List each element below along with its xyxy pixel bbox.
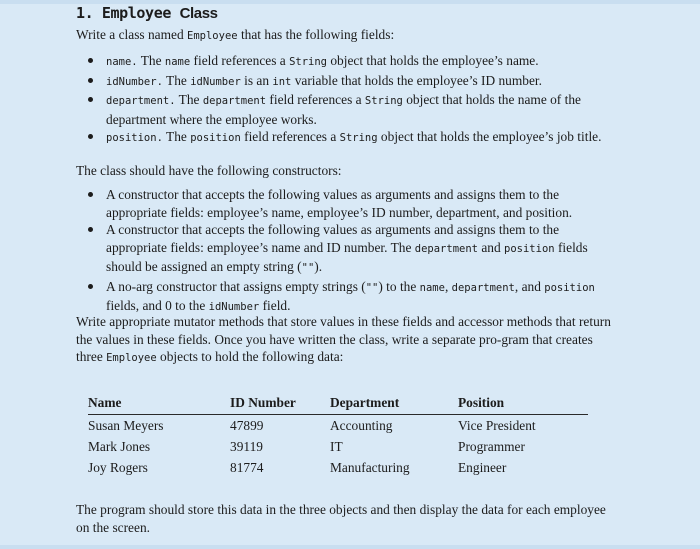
field-item-position: position. The position field references a String object that holds the employee’s job title. <box>88 128 618 148</box>
bullet-icon <box>88 192 93 197</box>
constructor-item-name-id: A constructor that accepts the following values as arguments and assigns them to the appropriate fields: employee’s name and ID number. The department and position fields should be assigned an empty string (""). <box>88 221 618 278</box>
table-header <box>88 393 588 415</box>
column-header-name: Name <box>88 395 122 410</box>
bottom-border <box>0 545 700 549</box>
field-item-name: name. The name field references a String object that holds the employee’s name. <box>88 52 618 72</box>
field-item-idnumber: idNumber. The idNumber is an int variable that holds the employee’s ID number. <box>88 72 618 92</box>
bullet-icon <box>88 134 93 139</box>
cell-department: Manufacturing <box>330 460 410 475</box>
field-item-department: department. The department field references a String object that holds the name of the department where the employee works. <box>88 91 618 128</box>
table-row <box>88 436 588 457</box>
constructor-item-no-arg: A no-arg constructor that assigns empty strings ("") to the name, department, and position fields, and 0 to the idNumber field. <box>88 278 618 317</box>
cell-name: Joy Rogers <box>88 460 148 475</box>
cell-name: Mark Jones <box>88 439 151 454</box>
bullet-icon <box>88 227 93 232</box>
cell-id: 47899 <box>230 418 264 433</box>
cell-position: Vice President <box>458 418 536 433</box>
column-header-position: Position <box>458 395 505 410</box>
table-row <box>88 457 588 478</box>
column-header-department: Department <box>330 395 400 410</box>
cell-name: Susan Meyers <box>88 418 164 433</box>
mutator-paragraph: Write appropriate mutator methods that store values in these fields and accessor methods that return the values in these fields. Once you have written the class, write a separate pro-gram that creates three Employee objects to hold the following data: <box>76 314 611 364</box>
constructors-list <box>88 186 618 317</box>
cell-position: Programmer <box>458 439 525 454</box>
employee-code: Employee <box>106 352 157 364</box>
table-row <box>88 415 588 436</box>
fields-list <box>88 52 618 148</box>
constructors-intro: The class should have the following constructors: <box>76 163 342 178</box>
cell-department: IT <box>330 439 343 454</box>
bullet-icon <box>88 78 93 83</box>
cell-id: 81774 <box>230 460 264 475</box>
column-header-id: ID Number <box>230 395 296 410</box>
exercise-heading <box>76 4 218 22</box>
constructor-item-full: A constructor that accepts the following values as arguments and assigns them to the appropriate fields: employee’s name, employee’s ID number, department, and position. <box>88 186 618 221</box>
employee-data-table <box>88 393 588 478</box>
bullet-icon <box>88 58 93 63</box>
heading-number: 1. <box>76 4 94 22</box>
closing-paragraph: The program should store this data in the three objects and then display the data for each employee on the screen. <box>76 502 606 535</box>
intro-paragraph: Write a class named Employee that has the following fields: <box>76 27 395 42</box>
cell-department: Accounting <box>330 418 393 433</box>
heading-code: Employee <box>101 4 171 22</box>
heading-word: Class <box>179 5 218 22</box>
cell-position: Engineer <box>458 460 507 475</box>
cell-id: 39119 <box>230 439 263 454</box>
class-name-code: Employee <box>187 30 238 42</box>
bullet-icon <box>88 97 93 102</box>
bullet-icon <box>88 284 93 289</box>
